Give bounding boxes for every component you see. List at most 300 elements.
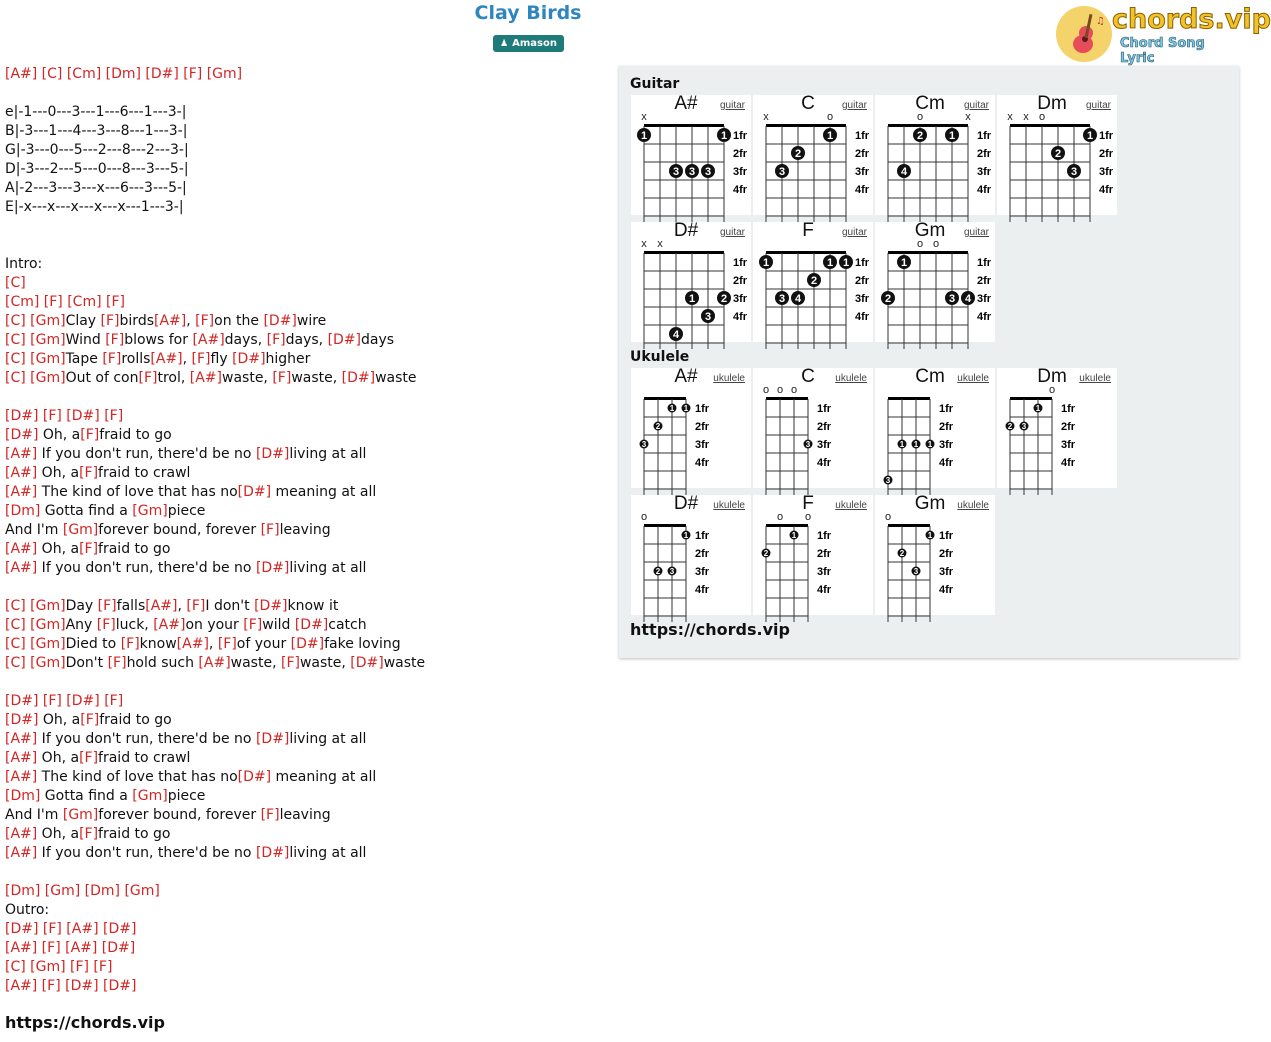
finger-number: 2 (884, 293, 892, 305)
fret-label: 4fr (695, 457, 710, 469)
fret-label: 3fr (977, 293, 992, 305)
nut (644, 251, 724, 254)
chord-name: A# (674, 93, 698, 114)
nut (888, 524, 930, 527)
lyric-line (5, 597, 425, 616)
chord-link[interactable]: [F] (138, 370, 158, 386)
chord-link[interactable]: [C] [Gm] (5, 636, 66, 652)
chord-link[interactable]: [F] (79, 826, 99, 842)
chord-link[interactable]: [A#] [C] [Cm] [Dm] [D#] [F] [Gm] (5, 66, 243, 82)
lyric-text: If you don't run, there'd be no (37, 845, 256, 861)
finger-number: 3 (672, 166, 680, 178)
lyric-line (5, 616, 425, 635)
finger-number: 4 (794, 293, 802, 305)
nut (1010, 124, 1090, 127)
lyric-text: G|-3---0---5---2---8---2---3-| (5, 142, 189, 158)
chord-link[interactable]: [D#] (341, 370, 376, 386)
logo-brand: chords.vip (1112, 4, 1271, 35)
fret-label: 3fr (1099, 166, 1114, 178)
chord-link[interactable]: [A#] [F] [A#] [D#] (5, 940, 136, 956)
lyric-text: on your (185, 617, 244, 633)
chord-link[interactable]: [F] (195, 313, 215, 329)
lyric-text: The kind of love that has no (37, 484, 238, 500)
fret-label: 2fr (733, 148, 748, 160)
fret-label: 2fr (855, 148, 870, 160)
lyric-text: falls (116, 598, 146, 614)
chord-link[interactable]: [F] (96, 617, 116, 633)
finger-number: 2 (655, 567, 661, 576)
finger-number: 3 (913, 567, 919, 576)
chord-link[interactable]: [A#] (5, 769, 38, 785)
chord-link[interactable]: [A#] [F] [D#] [D#] (5, 978, 137, 994)
finger-number: 2 (1007, 422, 1013, 431)
chord-link[interactable]: [A#] (5, 750, 38, 766)
chord-link[interactable]: [Gm] (62, 807, 99, 823)
guitar-chord-card[interactable] (631, 222, 751, 342)
fret-label: 2fr (1099, 148, 1114, 160)
lyric-text: Day (65, 598, 98, 614)
chord-name: D# (673, 493, 699, 514)
lyric-text: luck, (115, 617, 154, 633)
instrument-link[interactable]: guitar (963, 227, 989, 238)
chord-link[interactable]: [A#] (5, 826, 38, 842)
lyric-line (5, 312, 425, 331)
chord-link[interactable]: [F] (107, 655, 127, 671)
open-string-mark: o (1038, 111, 1046, 123)
lyric-line (5, 483, 425, 502)
lyric-line (5, 236, 425, 255)
finger-number: 1 (826, 130, 834, 142)
finger-number: 1 (842, 257, 850, 269)
chord-link[interactable]: [A#] (176, 636, 209, 652)
fret-label: 1fr (855, 257, 870, 269)
chord-link[interactable]: [C] [Gm] (5, 655, 66, 671)
chord-link[interactable]: [F] (260, 807, 280, 823)
finger-number: 1 (683, 531, 689, 540)
lyric-line (5, 464, 425, 483)
instrument-link[interactable]: guitar (963, 100, 989, 111)
nut (766, 124, 846, 127)
lyric-text: hold such (126, 655, 199, 671)
chord-link[interactable]: [F] (79, 750, 99, 766)
guitar-chord-card[interactable] (753, 95, 873, 215)
lyric-text: Out of con (65, 370, 139, 386)
muted-string-mark: x (1023, 111, 1029, 123)
lyric-text: The kind of love that has no (37, 769, 238, 785)
instrument-link[interactable]: ukulele (713, 500, 745, 511)
chord-link[interactable]: [F] (97, 598, 117, 614)
fret-label: 1fr (977, 257, 992, 269)
chord-name: Dm (1037, 366, 1067, 387)
fret-label: 3fr (855, 293, 870, 305)
chord-link[interactable]: [D#] (350, 655, 384, 671)
fret-label: 1fr (855, 130, 870, 142)
open-string-mark: o (826, 111, 834, 123)
chord-link[interactable]: [Gm] (132, 788, 168, 804)
guitar-chord-card[interactable] (997, 95, 1117, 215)
instrument-link[interactable]: guitar (1085, 100, 1111, 111)
chord-link[interactable]: [D#] (254, 598, 288, 614)
ukulele-chord-card[interactable] (631, 495, 751, 615)
chord-link[interactable]: [A#] (154, 313, 187, 329)
finger-number: 3 (704, 166, 712, 178)
finger-number: 3 (778, 293, 786, 305)
lyric-text: fraid to go (99, 712, 172, 728)
song-title: Clay Birds (474, 2, 582, 24)
chord-link[interactable]: [D#] (255, 731, 290, 747)
chord-name: F (802, 220, 814, 241)
lyric-text: know (139, 636, 177, 652)
finger-number: 3 (669, 567, 675, 576)
finger-number: 3 (885, 476, 891, 485)
chord-link[interactable]: [C] [Gm] (5, 617, 66, 633)
chord-link[interactable]: [F] (79, 541, 99, 557)
fret-label: 4fr (1061, 457, 1076, 469)
artist-name: Amason (512, 38, 557, 49)
chord-link[interactable]: [A#] (5, 731, 38, 747)
fret-label: 4fr (977, 184, 992, 196)
nut (644, 124, 724, 127)
instrument-link[interactable]: ukulele (713, 373, 745, 384)
fret-label: 2fr (939, 548, 954, 560)
lyric-text: D|-3---2---5---0---8---3---5-| (5, 161, 189, 177)
chord-link[interactable]: [D#] (232, 351, 266, 367)
lyric-text: rolls (121, 351, 151, 367)
lyric-text: , (208, 636, 218, 652)
lyric-line (5, 559, 425, 578)
chord-link[interactable]: [C] [Gm] [F] [F] (5, 959, 113, 975)
fret-label: 2fr (695, 548, 710, 560)
site-logo[interactable] (1054, 4, 1271, 66)
open-string-mark: o (1048, 384, 1056, 396)
lyric-text: forever bound, forever (98, 807, 261, 823)
finger-number: 1 (640, 130, 648, 142)
finger-number: 2 (720, 293, 728, 305)
lyric-text: Oh, a (37, 826, 80, 842)
lyric-text: fraid to go (99, 427, 172, 443)
chord-link[interactable]: [F] (191, 351, 211, 367)
lyric-line (5, 958, 425, 977)
finger-number: 3 (641, 440, 647, 449)
lyric-text: birds (119, 313, 154, 329)
chord-link[interactable]: [D#] (5, 712, 39, 728)
finger-number: 1 (826, 257, 834, 269)
lyric-text: fraid to go (98, 541, 171, 557)
instrument-link[interactable]: ukulele (1079, 373, 1111, 384)
fret-label: 2fr (855, 275, 870, 287)
ukulele-chord-card[interactable] (631, 368, 751, 488)
fret-label: 2fr (977, 148, 992, 160)
fret-label: 4fr (733, 311, 748, 323)
guitar-chord-card[interactable] (753, 222, 873, 342)
lyric-line (5, 540, 425, 559)
lyric-text: fraid to go (98, 826, 171, 842)
chord-link[interactable]: [F] (272, 370, 292, 386)
muted-string-mark: x (763, 111, 769, 123)
lyric-line (5, 426, 425, 445)
instrument-link[interactable]: guitar (841, 227, 867, 238)
fret-label: 3fr (1061, 439, 1076, 451)
lyric-text: I don't (205, 598, 255, 614)
chord-link[interactable]: [F] (79, 465, 99, 481)
chord-name: D# (673, 220, 699, 241)
finger-number: 1 (927, 440, 933, 449)
fret-label: 3fr (855, 166, 870, 178)
guitar-chord-card[interactable] (875, 95, 995, 215)
chord-link[interactable]: [C] [Gm] (5, 332, 66, 348)
fret-label: 3fr (695, 439, 710, 451)
chord-link[interactable]: [D#] (5, 427, 39, 443)
chord-link[interactable]: [F] (102, 351, 122, 367)
lyric-text: meaning at all (271, 484, 377, 500)
lyric-line (5, 141, 425, 160)
lyric-text: Tape (65, 351, 103, 367)
chord-link[interactable]: [D#] [F] [D#] [F] (5, 693, 124, 709)
chord-link[interactable]: [F] (243, 617, 263, 633)
chord-link[interactable]: [D#] (237, 484, 272, 500)
chord-link[interactable]: [A#] (5, 560, 38, 576)
chord-link[interactable]: [D#] (263, 313, 297, 329)
chord-name: A# (674, 366, 698, 387)
instrument-link[interactable]: ukulele (835, 500, 867, 511)
chord-name: Dm (1037, 93, 1067, 114)
fret-label: 1fr (817, 403, 832, 415)
fret-label: 4fr (817, 584, 832, 596)
nut (766, 251, 846, 254)
chord-link[interactable]: [D#] [F] [D#] [F] (5, 408, 124, 424)
open-string-mark: o (804, 511, 812, 523)
chord-link[interactable]: [C] [Gm] (5, 313, 66, 329)
chord-link[interactable]: [Cm] [F] [Cm] [F] (5, 294, 125, 310)
lyric-line (5, 445, 425, 464)
chord-link[interactable]: [D#] (327, 332, 361, 348)
lyric-line (5, 521, 425, 540)
open-string-mark: o (640, 511, 648, 523)
finger-number: 4 (964, 293, 972, 305)
lyric-line (5, 654, 425, 673)
fret-label: 3fr (817, 566, 832, 578)
guitar-chord-card[interactable] (631, 95, 751, 215)
lyric-line (5, 331, 425, 350)
chord-link[interactable]: [D#] [F] [A#] [D#] (5, 921, 137, 937)
ukulele-chord-card[interactable] (753, 495, 873, 615)
lyric-line (5, 502, 425, 521)
open-string-mark: o (916, 238, 924, 250)
chord-link[interactable]: [F] (105, 332, 125, 348)
chord-link[interactable]: [D#] (255, 845, 290, 861)
chord-link[interactable]: [A#] (5, 484, 38, 500)
chord-link[interactable]: [A#] (5, 845, 38, 861)
nut (644, 397, 686, 400)
lyric-text: fraid to crawl (98, 750, 191, 766)
lyric-line (5, 578, 425, 597)
finger-number: 1 (900, 257, 908, 269)
lyric-text: A|-2---3---3---x---6---3---5-| (5, 180, 187, 196)
lyric-text: living at all (289, 731, 367, 747)
chord-link[interactable]: [Dm] [Gm] [Dm] [Gm] (5, 883, 160, 899)
fret-label: 1fr (1099, 130, 1114, 142)
chord-link[interactable]: [Dm] (5, 503, 41, 519)
lyric-line (5, 255, 425, 274)
chord-link[interactable]: [D#] (294, 617, 329, 633)
chord-link[interactable]: [A#] (153, 617, 186, 633)
lyric-line (5, 407, 425, 426)
finger-number: 3 (1070, 166, 1078, 178)
finger-number: 1 (688, 293, 696, 305)
lyric-text: , (177, 598, 187, 614)
chord-link[interactable]: [C] [Gm] (5, 598, 66, 614)
chord-link[interactable]: [Gm] (132, 503, 168, 519)
chord-link[interactable]: [Dm] (5, 788, 41, 804)
lyric-text: catch (328, 617, 367, 633)
chord-link[interactable]: [F] (80, 712, 100, 728)
chord-link[interactable]: [A#] (189, 370, 222, 386)
lyric-line (5, 388, 425, 407)
chord-link[interactable]: [F] (186, 598, 206, 614)
chord-link[interactable]: [D#] (255, 560, 290, 576)
chord-link[interactable]: [A#] (192, 332, 225, 348)
lyric-line (5, 787, 425, 806)
site-url-footer[interactable]: https://chords.vip (5, 1013, 165, 1032)
fret-label: 1fr (977, 130, 992, 142)
lyric-text: leaving (279, 522, 331, 538)
fret-label: 2fr (977, 275, 992, 287)
lyric-line (5, 863, 425, 882)
ukulele-chord-card[interactable] (875, 368, 995, 488)
chord-link[interactable]: [F] (80, 427, 100, 443)
open-string-mark: o (776, 511, 784, 523)
fret-label: 1fr (695, 530, 710, 542)
muted-string-mark: x (965, 111, 971, 123)
open-string-mark: o (916, 111, 924, 123)
nut (644, 524, 686, 527)
chord-name: Cm (915, 93, 945, 114)
guitar-heading: Guitar (630, 76, 680, 92)
chord-link[interactable]: [A#] (198, 655, 231, 671)
chord-link[interactable]: [F] (120, 636, 140, 652)
nut (888, 124, 968, 127)
lyric-text: blows for (124, 332, 193, 348)
ukulele-heading: Ukulele (630, 349, 690, 365)
chord-link[interactable]: [F] (260, 522, 280, 538)
lyric-text: days (361, 332, 395, 348)
guitar-chord-card[interactable] (875, 222, 995, 342)
fret-label: 4fr (855, 311, 870, 323)
instrument-link[interactable]: guitar (719, 227, 745, 238)
instrument-link[interactable]: guitar (719, 100, 745, 111)
site-url-panel[interactable]: https://chords.vip (630, 620, 790, 639)
fret-label: 3fr (939, 439, 954, 451)
lyric-line (5, 768, 425, 787)
finger-number: 1 (669, 404, 675, 413)
finger-number: 1 (1035, 404, 1041, 413)
lyric-line (5, 939, 425, 958)
finger-number: 4 (900, 166, 908, 178)
nut (1010, 397, 1052, 400)
chord-link[interactable]: [A#] (150, 351, 183, 367)
lyric-text: trol, (157, 370, 190, 386)
chord-link[interactable]: [D#] (290, 636, 325, 652)
lyric-text: waste, (230, 655, 281, 671)
chord-link[interactable]: [F] (266, 332, 286, 348)
finger-number: 2 (899, 549, 905, 558)
chord-link[interactable]: [D#] (255, 446, 290, 462)
ukulele-chord-card[interactable] (875, 495, 995, 615)
fret-label: 4fr (733, 184, 748, 196)
lyric-line (5, 882, 425, 901)
lyric-line (5, 730, 425, 749)
fret-label: 4fr (939, 457, 954, 469)
chord-link[interactable]: [D#] (237, 769, 272, 785)
fret-label: 4fr (695, 584, 710, 596)
chord-link[interactable]: [C] [Gm] (5, 351, 66, 367)
chord-name: Gm (914, 220, 946, 241)
chord-link[interactable]: [C] (5, 275, 26, 291)
fret-label: 3fr (733, 166, 748, 178)
open-string-mark: o (790, 384, 798, 396)
finger-number: 2 (794, 148, 802, 160)
lyric-text: higher (265, 351, 311, 367)
finger-number: 4 (672, 329, 680, 341)
chord-link[interactable]: [A#] (5, 446, 38, 462)
lyric-text: Outro: (5, 902, 50, 918)
instrument-link[interactable]: ukulele (957, 373, 989, 384)
instrument-link[interactable]: guitar (841, 100, 867, 111)
open-string-mark: o (776, 384, 784, 396)
open-string-mark: o (932, 238, 940, 250)
chord-link[interactable]: [C] [Gm] (5, 370, 66, 386)
chord-link[interactable]: [F] (280, 655, 300, 671)
finger-number: 1 (927, 531, 933, 540)
fret-label: 4fr (817, 457, 832, 469)
lyric-text: forever bound, forever (98, 522, 261, 538)
lyric-text: Oh, a (38, 427, 81, 443)
ukulele-chord-card[interactable] (997, 368, 1117, 488)
lyric-text: living at all (289, 446, 367, 462)
chord-link[interactable]: [A#] (145, 598, 178, 614)
chord-link[interactable]: [A#] (5, 541, 38, 557)
chord-link[interactable]: [F] (100, 313, 120, 329)
finger-number: 2 (763, 549, 769, 558)
chord-link[interactable]: [A#] (5, 465, 38, 481)
finger-number: 3 (1021, 422, 1027, 431)
fret-label: 1fr (1061, 403, 1076, 415)
nut (888, 397, 930, 400)
instrument-link[interactable]: ukulele (957, 500, 989, 511)
lyric-line (5, 825, 425, 844)
lyric-text: wire (296, 313, 327, 329)
finger-number: 3 (704, 311, 712, 323)
chord-link[interactable]: [F] (217, 636, 237, 652)
lyric-line (5, 122, 425, 141)
lyric-text: Oh, a (37, 750, 80, 766)
chord-name: Cm (915, 366, 945, 387)
fret-label: 1fr (939, 530, 954, 542)
lyric-text: If you don't run, there'd be no (37, 731, 256, 747)
finger-number: 1 (720, 130, 728, 142)
ukulele-chord-card[interactable] (753, 368, 873, 488)
person-icon: ♟ (500, 39, 509, 49)
lyric-line (5, 692, 425, 711)
chord-link[interactable]: [Gm] (62, 522, 99, 538)
finger-number: 3 (688, 166, 696, 178)
lyric-line (5, 749, 425, 768)
instrument-link[interactable]: ukulele (835, 373, 867, 384)
fret-label: 4fr (977, 311, 992, 323)
artist-badge[interactable] (493, 35, 564, 52)
lyric-text: waste (383, 655, 426, 671)
chord-name: F (802, 493, 814, 514)
